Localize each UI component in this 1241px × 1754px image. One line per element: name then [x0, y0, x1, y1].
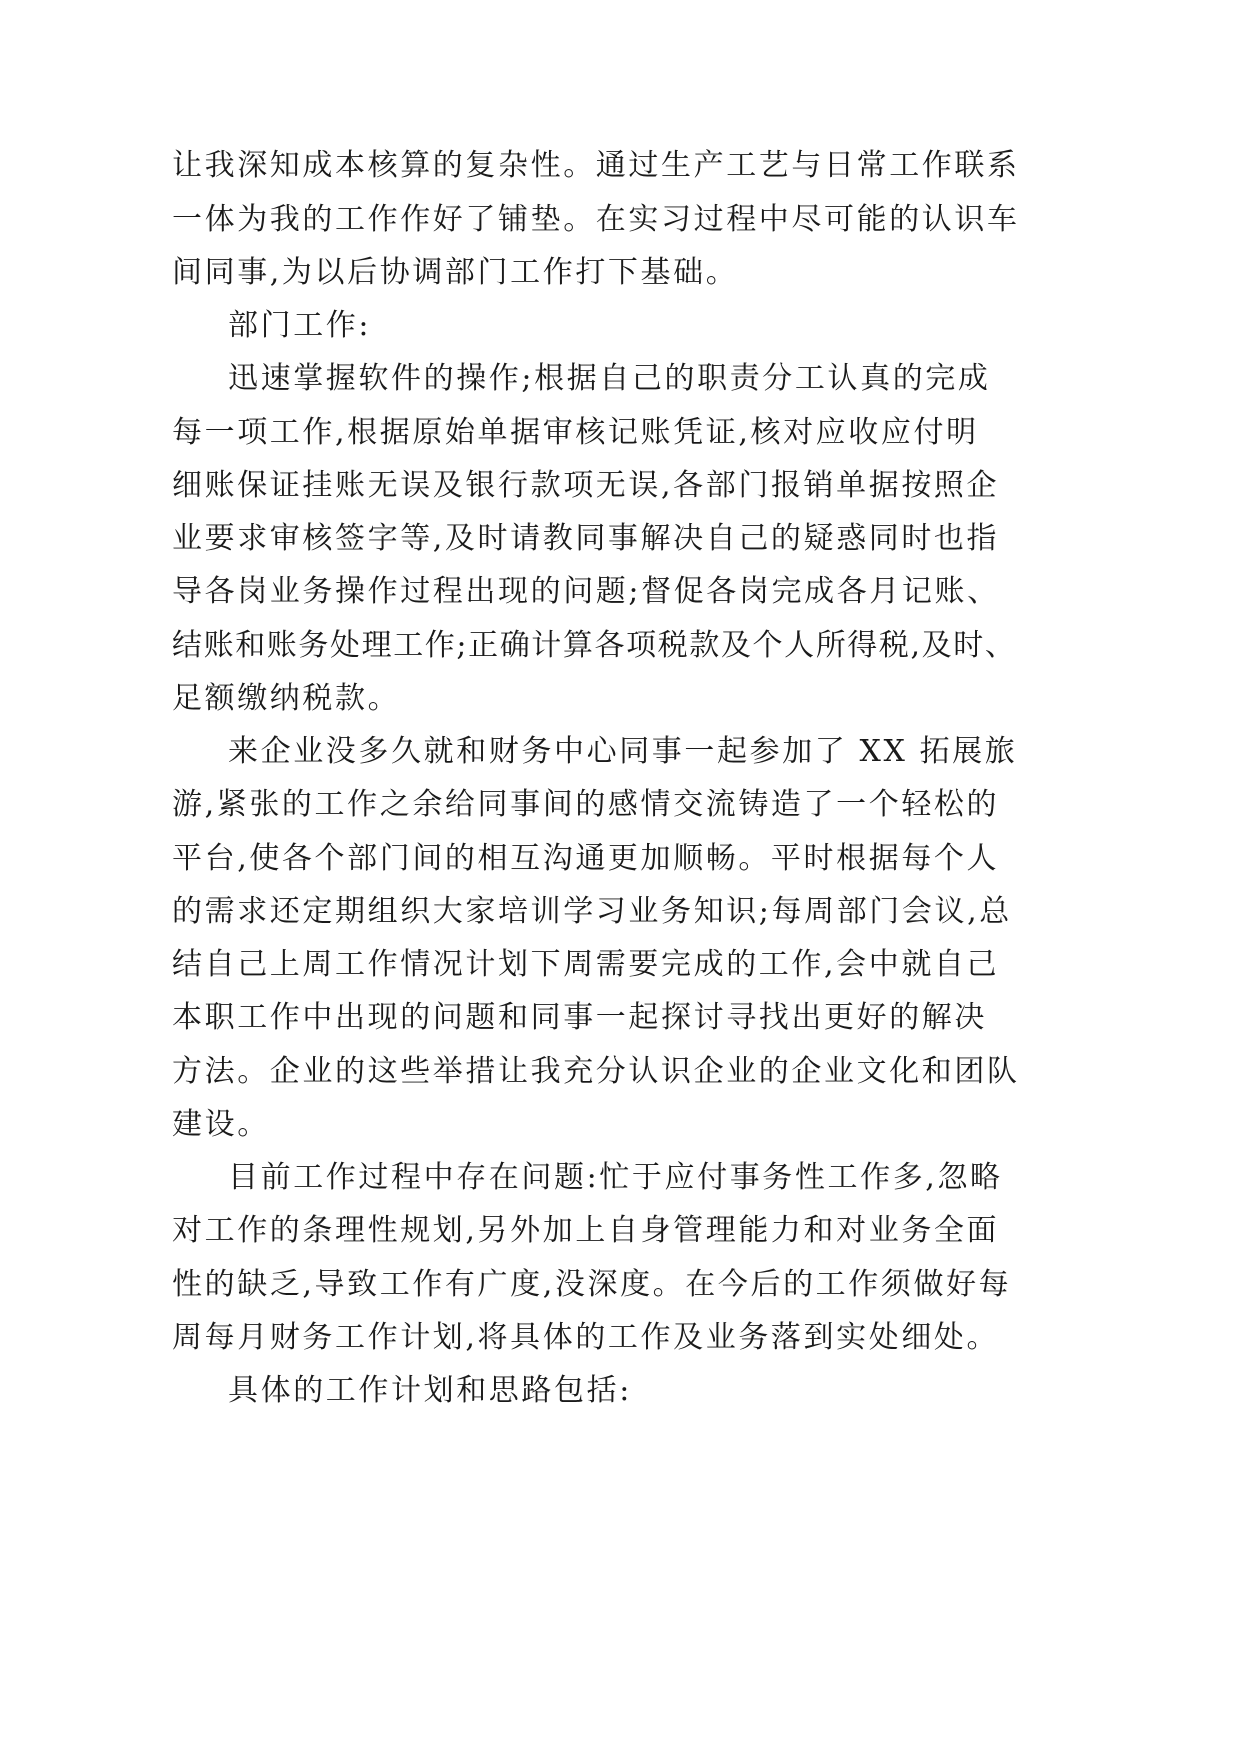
text-line: 让我深知成本核算的复杂性。通过生产工艺与日常工作联系: [172, 148, 1020, 183]
text-line: 性的缺乏,导致工作有广度,没深度。在今后的工作须做好每: [172, 1267, 1012, 1302]
text-line: 对工作的条理性规划,另外加上自身管理能力和对业务全面: [172, 1213, 1000, 1248]
text-line: 细账保证挂账无误及银行款项无误,各部门报销单据按照企: [172, 468, 1000, 503]
text-line: 一体为我的工作作好了铺垫。在实习过程中尽可能的认识车: [172, 202, 1020, 237]
text-line: 每一项工作,根据原始单据审核记账凭证,核对应收应付明: [172, 415, 979, 450]
text-line: 导各岗业务操作过程出现的问题;督促各岗完成各月记账、: [172, 574, 1000, 609]
text-line: 迅速掌握软件的操作;根据自己的职责分工认真的完成: [228, 361, 991, 396]
text-line: 目前工作过程中存在问题:忙于应付事务性工作多,忽略: [228, 1160, 1003, 1195]
text-line: 平台,使各个部门间的相互沟通更加顺畅。平时根据每个人: [172, 841, 1000, 876]
text-line: 本职工作中出现的问题和同事一起探讨寻找出更好的解决: [172, 1000, 987, 1035]
text-line: 部门工作:: [228, 308, 372, 343]
text-line: 具体的工作计划和思路包括:: [228, 1373, 632, 1408]
text-line: 的需求还定期组织大家培训学习业务知识;每周部门会议,总: [172, 894, 1012, 929]
text-line: 游,紧张的工作之余给同事间的感情交流铸造了一个轻松的: [172, 787, 1000, 822]
text-line: 间同事,为以后协调部门工作打下基础。: [172, 255, 739, 290]
text-line: 建设。: [172, 1107, 270, 1142]
text-line: 方法。企业的这些举措让我充分认识企业的企业文化和团队: [172, 1054, 1020, 1089]
text-line: 业要求审核签字等,及时请教同事解决自己的疑惑同时也指: [172, 521, 1000, 556]
text-line: 足额缴纳税款。: [172, 681, 401, 716]
text-line: 结自己上周工作情况计划下周需要完成的工作,会中就自己: [172, 947, 1000, 982]
text-line: 结账和账务处理工作;正确计算各项税款及个人所得税,及时、: [172, 628, 1017, 663]
text-line: 周每月财务工作计划,将具体的工作及业务落到实处细处。: [172, 1320, 1000, 1355]
text-line: 来企业没多久就和财务中心同事一起参加了 XX 拓展旅: [228, 734, 1018, 769]
